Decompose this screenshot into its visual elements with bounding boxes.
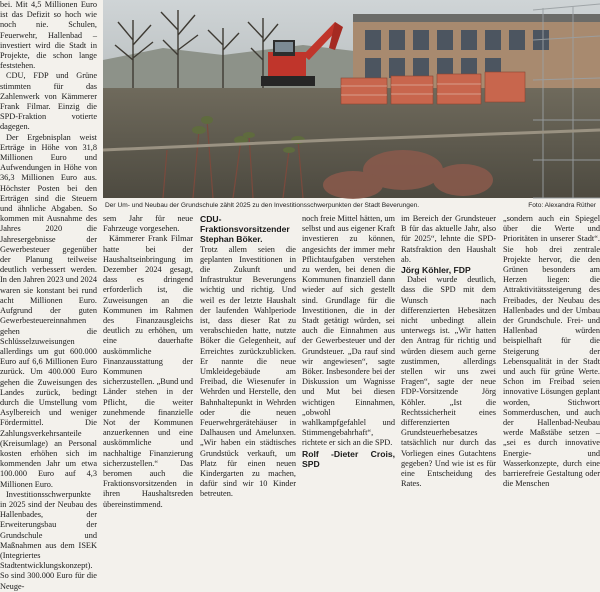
text-column-5: [503, 214, 600, 489]
col1-paragraph-2: Kämmerer Frank Filmar hatte bei der Haushaltseinbringung im Dezember 2024 gesagt, dass es dringend erforderlich ist, die Zuweisungen an die Kommunen im Rahmen des Finanzausgleichs deutlich zu erhöhen, um eine dauerhafte auskömmliche Finanzausstattung der Kommunen sicherzustellen. „Bund und Länder stehen in der Pflicht, die weiter zunehmende finanzielle Not der Kommunen anzuerkennen und eine auskömmliche und nachhaltige Finanzierung sicherzustellen.“ Das beromen auch die Fraktionsvorsitzenden in ihren Haushaltsreden übereinstimmend.: [103, 234, 193, 509]
col4-paragraph-2: Dabei wurde deutlich, dass die SPD mit dem Wunsch nach differenzierten Hebesätzen nicht unbedingt allein unterwegs ist. „Wir hatten den Antrag für richtig und würden diesem auch gerne zustimmen, allerdings stellen wir uns zwei Fragen“, sagte der neue FDP-Vorsitzende Jörg Köhler. „Ist die Rechtssicherheit eines differenzierten Grundsteuerhebesatzes tatsächlich nur durch das Vorliegen eines Gutachtens gegeben? Und wie ist es für eine Entscheidung des Rates.: [401, 275, 496, 489]
left-paragraph-4: Investitionsschwerpunkte in 2025 sind der Neubau des Hallenbades, der Erweiterungsbau der Grundschule und Maßnahmen aus dem ISEK (Integriertes Stadtentwicklungskonzept). So sind 300.000 Euro für die Neuge-: [0, 489, 97, 591]
col4-paragraph-1: im Bereich der Grundsteuer B für das aktuelle Jahr, also für 2025“, lehnte die SPD-Ratsfraktion den Haushalt ab.: [401, 214, 496, 264]
col1-paragraph-1: sem Jahr für neue Fahrzeuge vorgesehen.: [103, 214, 193, 234]
text-column-4: [401, 214, 496, 489]
photo-credit: Foto: Alexandra Rüther: [528, 202, 596, 209]
article-photo: [103, 0, 600, 198]
col4-subheading: Jörg Köhler, FDP: [401, 265, 471, 276]
col2-subheading: CDU-Fraktionsvorsitzender Stephan Böker.: [200, 214, 290, 245]
text-column-2: [200, 214, 296, 499]
photo-caption-bar: [103, 199, 600, 212]
col3-paragraph: noch freie Mittel hätten, um selbst und aus eigener Kraft investieren zu können, angesichts der immer mehr Pflichtaufgaben verstehen zu werden, bei denen die Kommunen finanziell dann wieder auf sich gestellt sind. Grundlage für die Investitionen, die in der Stadt getätigt würden, sei auch die Einnahmen aus der Gewerbesteuer und der Grundsteuer. „Da rauf sind wir angewiesen“, sagte Böker. Insbesondere bei der Diskussion um Wagnisse und Mut bei diesen wichtigen Einnahmen, „obwohl wahlkampfgefahlel und Stimmengebahrhaft“, richtete er sich an die SPD.: [302, 214, 395, 448]
left-paragraph-3: Der Ergebnisplan weist Erträge in Höhe von 31,8 Millionen Euro und Aufwendungen in Höhe von 36,3 Millionen Euro aus. Höchster Posten bei den Erträgen sind die Steuern und ähnliche Abgaben. So kommen mit Ausnahme des Jahres 2020 die Jahresergebnisse der Gewerbesteuer gegenüber der Planung teilweise deutlich verbessert werden. In den Jahren 2023 und 2024 waren sie konstant bei rund acht Millionen Euro. Aufgrund der guten Gewerbesteuereinnahmen gehen die Schlüsselzuweisungen allerdings um gut 600.000 Euro auf 6,6 Millionen Euro zurück. Um 400.000 Euro gehen die Zuweisungen des Landes zurück, bedingt durch die Umstellung vom Asylbereich und weniger Fördermittel. Die Zahlungsverkehrsanteile (Kreisumlage) an Personal kosten erhöhen sich im kommenden Jahr um etwa 100.000 Euro auf 4,3 Millionen Euro.: [0, 132, 97, 489]
col2-paragraph: Trotz allem seien die geplanten Investitionen in die Zukunft und Infrastruktur Beverungens wichtig und richtig. Und weil es der letzte Haushalt der laufenden Wahlperiode ist, dass dieser Rat zu verabschieden hatte, nutzte Böker die Gelegenheit, auf Erreichtes zurückzublicken. Er nannte die neue Umkleidegebäude am Freibad, die Wiesenufer in Wehrden und Herstelle, den Bahnhaltepunkt in Wehrden oder die neuen Feuerwehrgerätehäuser in Dalhausen und Amelunxen. „Wir haben ein städtisches Grundstück verkauft, um Platz für einen neuen Kindergarten zu machen, dafür sind wir 10 Kinder betreuten.: [200, 244, 296, 499]
left-paragraph-2: CDU, FDP und Grüne stimmten für das Zahlenwerk von Kämmerer Frank Filmar. Einzig die SPD-Fraktion votierte dagegen.: [0, 71, 97, 132]
col5-paragraph: „sondern auch ein Spiegel über die Werte und Prioritäten in unserer Stadt“. Sie hob drei zentrale Projekte hervor, die den Grünen besonders am Herzen liegen: die Attraktivitätssteigerung des Freibades, der Neubau des Hallenbades und der Umbau der Grundschule. Frei- und Hallenbad würden beispielhaft für die Steigerung der Lebensqualität in der Stadt und auch für grüne Werte. Schon im Freibad seien innovative Lösungen geplant worden, Stichwort Sommerduschen, und auch der Hallenbad-Neubau werde Maßstäbe setzen – „sei es durch innovative Energie- und Wasserkonzepte, durch eine barrierefreie Gestaltung oder die Menschen: [503, 214, 600, 489]
left-paragraph-1: bei. Mit 4,5 Millionen Euro ist das Defizit so hoch wie noch nie. Schulen, Feuerwehr, Hallenbad – investiert wird die Stadt in Projekte, die schon lange feststehen.: [0, 0, 97, 71]
text-column-3: [302, 214, 395, 469]
photo-caption: Der Um- und Neubau der Grundschule zählt 2025 zu den Investitionsschwerpunkten der Stadt Beverungen.: [105, 202, 420, 209]
construction-site-illustration: [103, 0, 600, 198]
left-text-column: [0, 0, 97, 591]
col3-subheading: Rolf -Dieter Crois, SPD: [302, 448, 395, 469]
text-column-1: [103, 214, 193, 509]
